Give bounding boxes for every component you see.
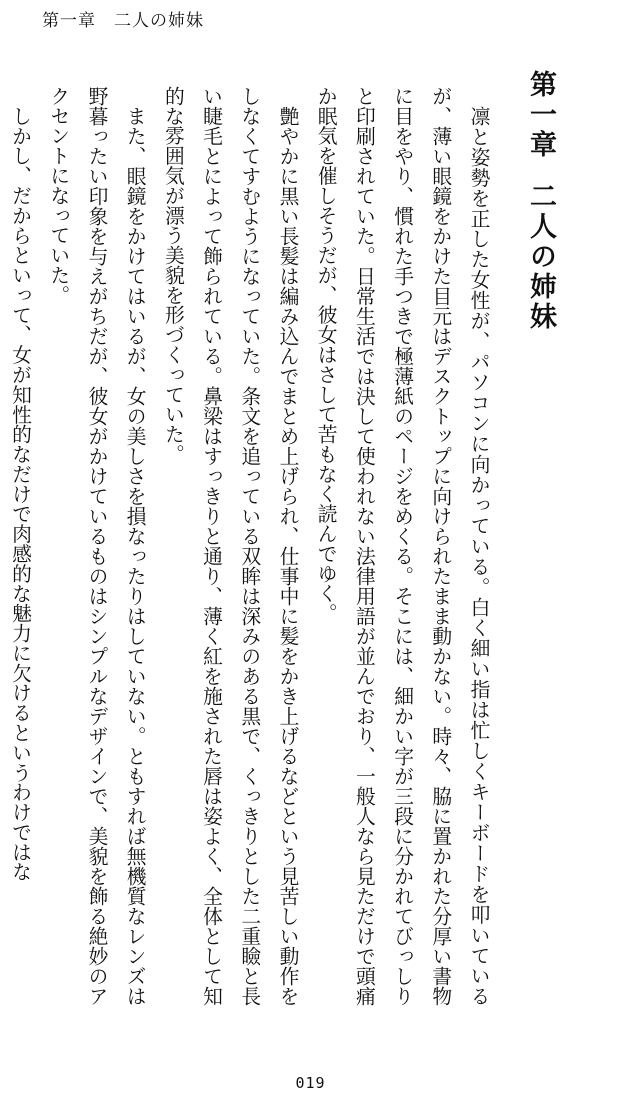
- chapter-heading: [522, 70, 558, 330]
- paragraph: 艶やかに黒い長髪は編み込んでまとめ上げられ、仕事中に髪をかき上げるなどという見苦しい動作をしなくてすむようになっていた。条文を追っている双眸は深みのある黒で、くっきりとした二重瞼と長い睫毛とによって飾られている。鼻梁はすっきりと通り、薄く紅を施された唇は姿よく、全体として知的な雰囲気が漂う美貌を形づくっていた。: [161, 86, 299, 1006]
- paragraph: また、眼鏡をかけてはいるが、女の美しさを損なったりはしていない。ともすれば無機質なレンズは野暮ったい印象を与えがちだが、彼女がかけているものはシンプルなデザインで、美貌を飾る絶妙のアクセントになっていた。: [46, 86, 147, 1006]
- chapter-heading-title: 二人の姉妹: [525, 182, 556, 332]
- running-header: [42, 6, 204, 31]
- chapter-heading-number: 第一章: [525, 70, 556, 160]
- running-header-title: 二人の姉妹: [114, 11, 204, 31]
- running-header-chapter: 第一章: [42, 11, 96, 31]
- page-number: 019: [295, 1074, 326, 1092]
- paragraph: しかし、だからといって、女が知性的なだけで肉感的な魅力に欠けるというわけではな: [8, 105, 32, 882]
- paragraph: 凛と姿勢を正した女性が、パソコンに向かっている。白く細い指は忙しくキーボードを叩いているが、薄い眼鏡をかけた目元はデスクトップに向けられたまま動かない。時々、脇に置かれた分厚い書物に目をやり、慣れた手つきで極薄紙のページをめくる。そこには、細かい字が三段に分かれてびっしりと印刷されていた。日常生活では決して使われない法律用語が並んでおり、一般人なら見ただけで頭痛か眠気を催しそうだが、彼女はさして苦もなく読んでゆく。: [314, 86, 490, 1006]
- body-text: [8, 86, 497, 1006]
